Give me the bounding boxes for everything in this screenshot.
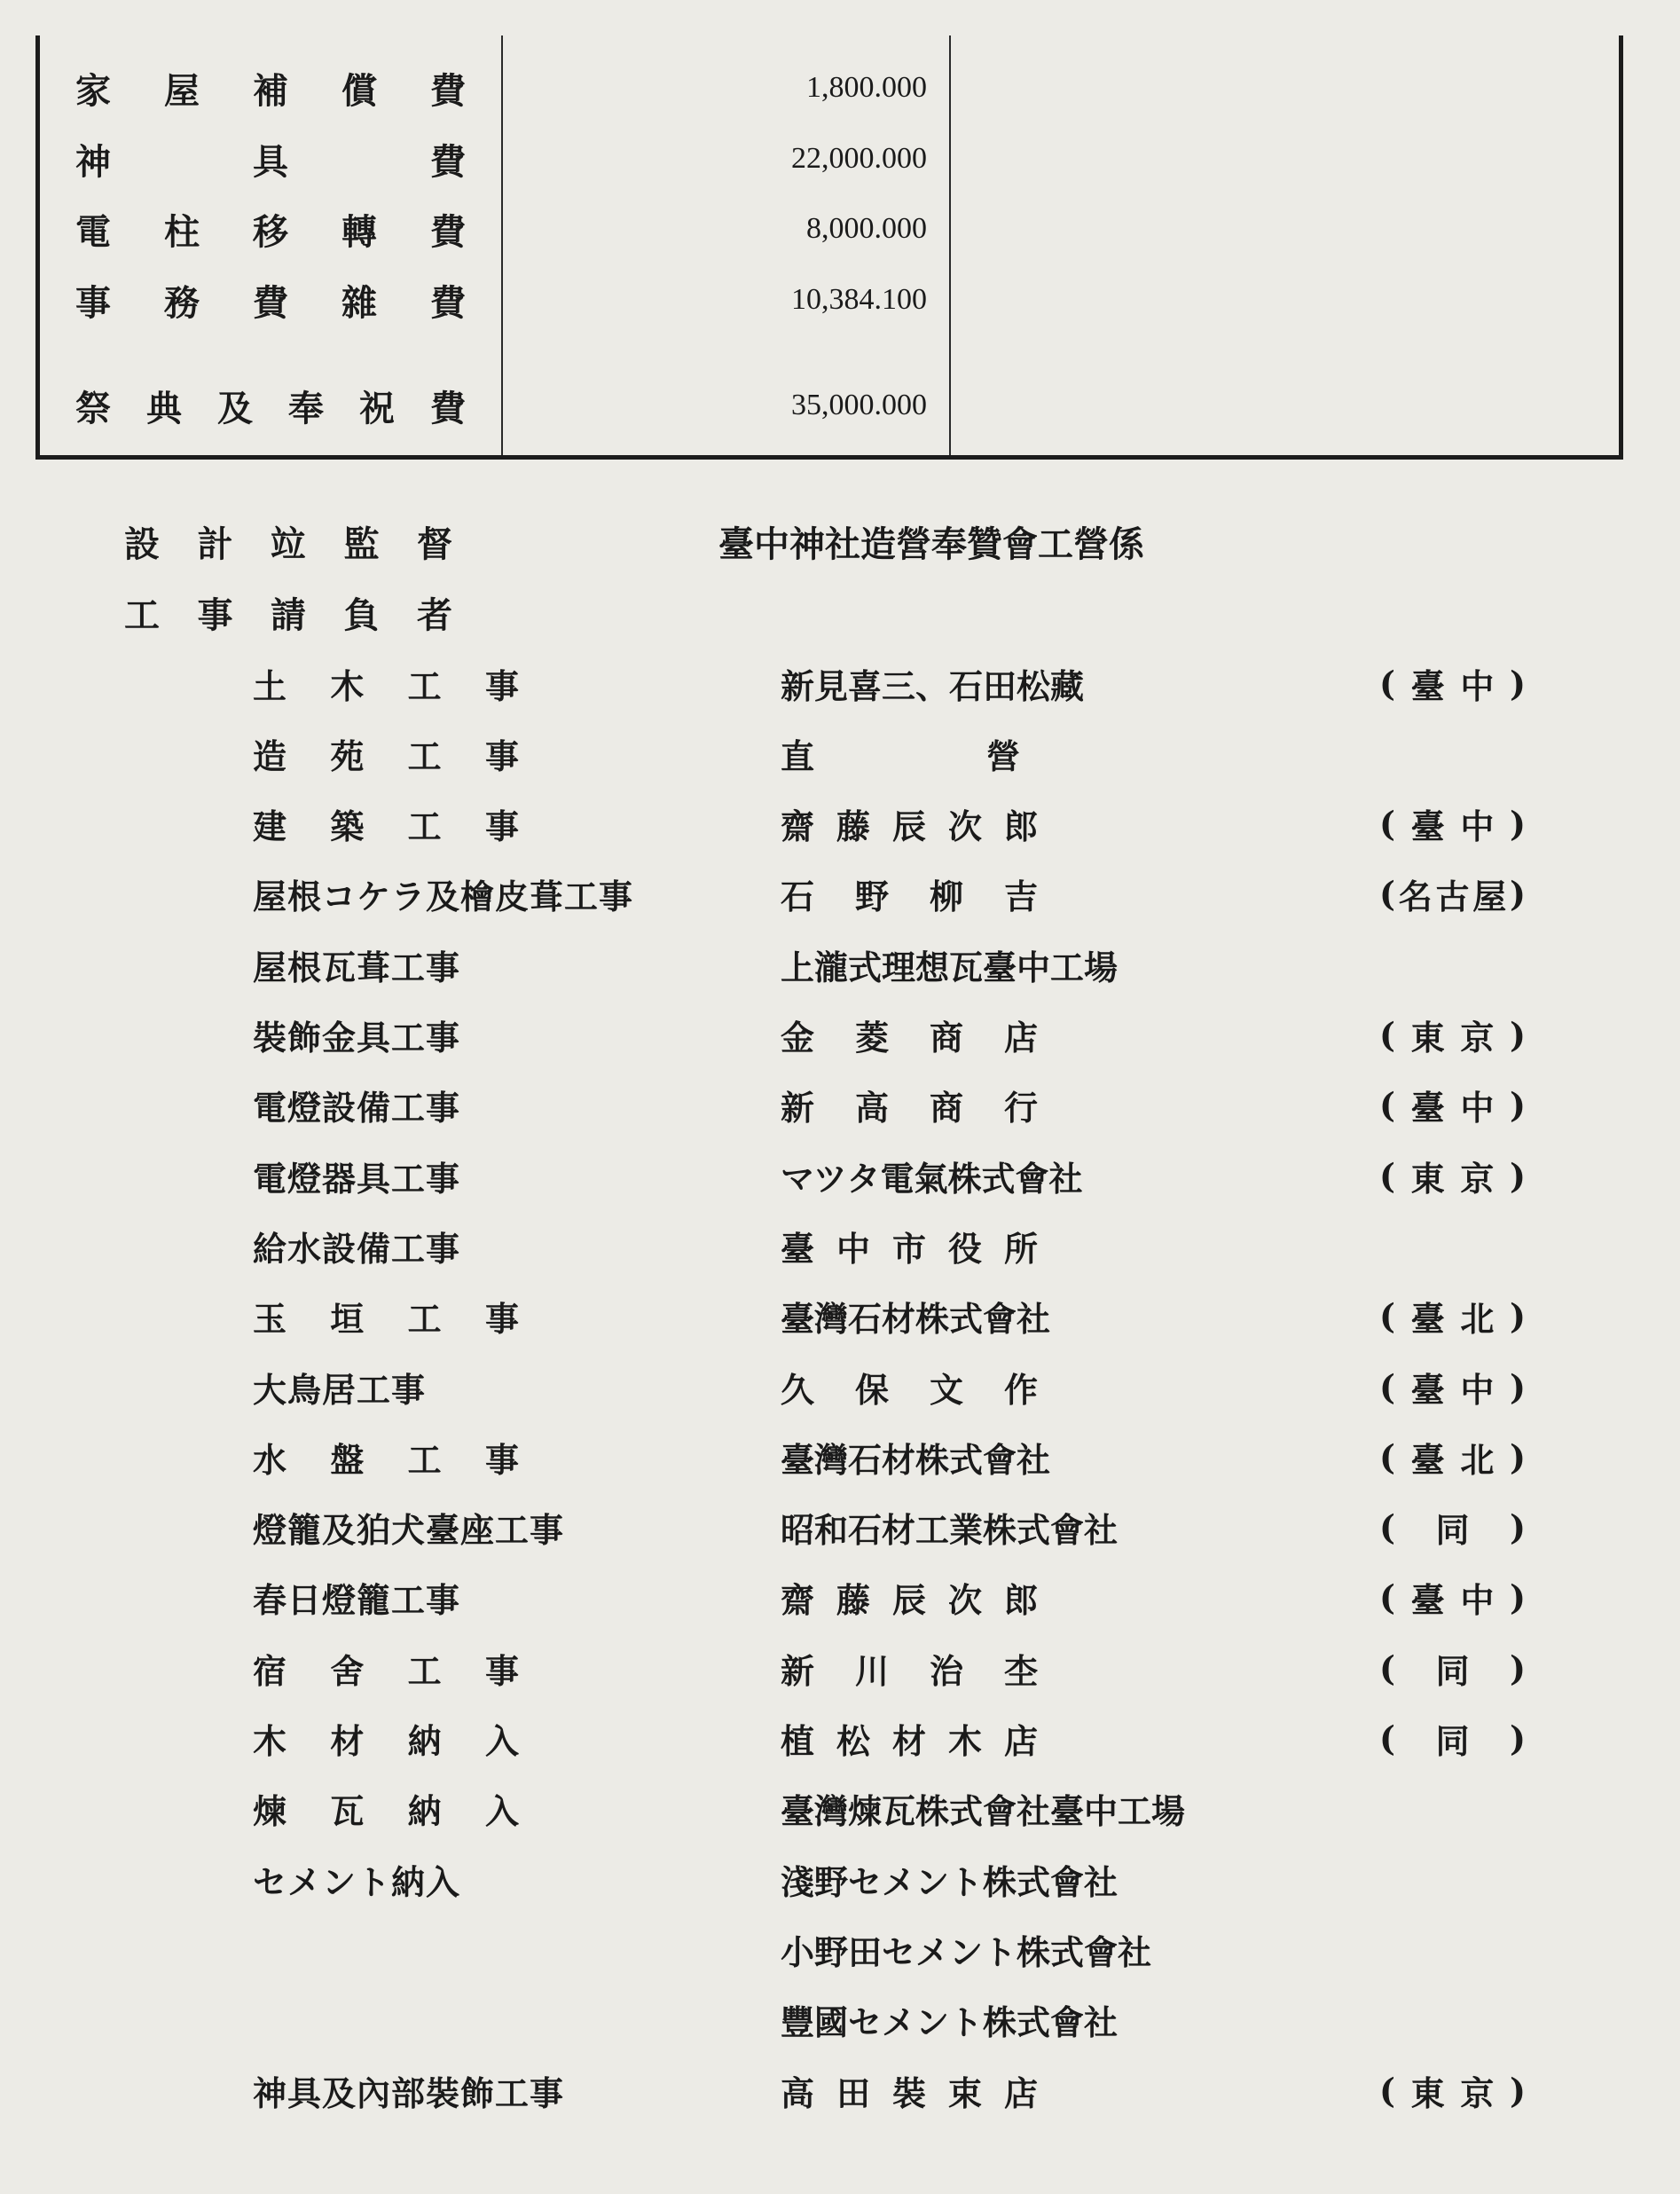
contractor-row xyxy=(0,2059,1680,2121)
contractor-row xyxy=(0,863,1680,925)
contractor-row xyxy=(0,1918,1680,1980)
contractor-name: 金 菱 商 店 xyxy=(781,1018,1038,1058)
contractor-location: ( 東 京 ) xyxy=(1379,1015,1526,1058)
contractor-row xyxy=(0,1215,1680,1277)
contractor-row xyxy=(0,1989,1680,2051)
work-category xyxy=(253,1918,519,1980)
work-category xyxy=(253,1989,519,2051)
work-category: 電燈器具工事 xyxy=(253,1158,461,1199)
contractor-name: 新 川 治 杢 xyxy=(781,1650,1038,1691)
contractor-name: 齋 藤 辰 次 郎 xyxy=(781,1580,1038,1621)
budget-table xyxy=(35,35,1623,460)
contractor-name: 植 松 材 木 店 xyxy=(781,1721,1038,1761)
contractor-name: 小野田セメント株式會社 xyxy=(781,1931,1152,1972)
contractor-location: ( 臺 北 ) xyxy=(1379,1296,1526,1340)
budget-value: 8,000.000 xyxy=(806,212,927,245)
contractor-row xyxy=(0,1286,1680,1348)
contractor-location xyxy=(1379,1778,1526,1840)
budget-label: 家 屋 補 償 費 xyxy=(75,69,466,112)
budget-row xyxy=(40,198,1619,260)
work-category: 神具及內部裝飾工事 xyxy=(253,2072,565,2113)
contractor-location: ( 臺 中 ) xyxy=(1379,804,1526,847)
work-category: 春日燈籠工事 xyxy=(253,1580,461,1621)
contractor-name: 臺灣煉瓦株式會社臺中工場 xyxy=(781,1791,1186,1832)
contractor-row xyxy=(0,1497,1680,1559)
contractor-name: マツタ電氣株式會社 xyxy=(781,1158,1083,1199)
budget-row xyxy=(40,269,1619,331)
budget-value: 10,384.100 xyxy=(791,283,927,316)
contractors-heading: 工 事 請 負 者 xyxy=(124,594,452,636)
contractor-name: 淺野セメント株式會社 xyxy=(781,1861,1119,1902)
contractor-row xyxy=(0,1848,1680,1910)
work-category: 水 盤 工 事 xyxy=(253,1439,519,1480)
contractor-row xyxy=(0,1144,1680,1207)
design-value: 臺中神社造營奉贊會工營係 xyxy=(718,523,1144,565)
contractor-row xyxy=(0,652,1680,714)
contractor-name: 上瀧式理想瓦臺中工場 xyxy=(781,947,1119,987)
contractor-location: ( 同 ) xyxy=(1379,1718,1526,1761)
contractor-location xyxy=(1379,1989,1526,2051)
contractor-row xyxy=(0,1356,1680,1418)
contractor-row xyxy=(0,1778,1680,1840)
contractor-location: ( 臺 中 ) xyxy=(1379,1577,1526,1621)
budget-value: 22,000.000 xyxy=(791,142,927,175)
budget-value: 1,800.000 xyxy=(806,71,927,104)
contractor-row xyxy=(0,1004,1680,1066)
budget-value: 35,000.000 xyxy=(791,389,927,421)
contractor-row xyxy=(0,793,1680,855)
contractor-location: ( 東 京 ) xyxy=(1379,1155,1526,1199)
budget-label: 電 柱 移 轉 費 xyxy=(75,210,466,253)
contractor-row xyxy=(0,1567,1680,1629)
work-category: 煉 瓦 納 入 xyxy=(253,1791,519,1832)
contractor-location xyxy=(1379,1918,1526,1980)
contractor-location: ( 同 ) xyxy=(1379,1647,1526,1691)
contractor-name: 久 保 文 作 xyxy=(781,1369,1038,1410)
contractor-row xyxy=(0,1074,1680,1136)
work-category: 電燈設備工事 xyxy=(253,1088,461,1128)
contractor-location: ( 名 古 屋 ) xyxy=(1379,874,1526,917)
work-category: 土 木 工 事 xyxy=(253,665,519,706)
contractor-row xyxy=(0,1426,1680,1488)
work-category: 建 築 工 事 xyxy=(253,806,519,847)
contractor-name: 臺 中 市 役 所 xyxy=(781,1228,1038,1269)
contractor-location xyxy=(1379,1215,1526,1277)
work-category: 玉 垣 工 事 xyxy=(253,1299,519,1340)
contractor-location xyxy=(1379,1848,1526,1910)
contractor-location xyxy=(1379,722,1526,784)
budget-label: 神 具 費 xyxy=(75,140,466,183)
contractor-name: 新 高 商 行 xyxy=(781,1088,1038,1128)
contractors-heading-row xyxy=(0,581,1680,643)
contractor-name: 新見喜三、石田松藏 xyxy=(781,665,1085,706)
work-category: 給水設備工事 xyxy=(253,1228,461,1269)
contractor-name: 臺灣石材株式會社 xyxy=(781,1439,1051,1480)
design-label: 設 計 竝 監 督 xyxy=(124,523,452,565)
work-category: 宿 舍 工 事 xyxy=(253,1650,519,1691)
work-category: 裝飾金具工事 xyxy=(253,1018,461,1058)
contractor-location: ( 同 ) xyxy=(1379,1507,1526,1551)
contractor-location: ( 臺 中 ) xyxy=(1379,663,1526,706)
contractor-name: 高 田 裝 束 店 xyxy=(781,2072,1038,2113)
contractor-name: 齋 藤 辰 次 郎 xyxy=(781,806,1038,847)
contractor-row xyxy=(0,933,1680,995)
work-category: 造 苑 工 事 xyxy=(253,735,519,776)
contractor-row xyxy=(0,1637,1680,1699)
work-category: 燈籠及狛犬臺座工事 xyxy=(253,1510,565,1551)
contractor-name: 直 營 xyxy=(781,735,1020,776)
contractor-location: ( 臺 北 ) xyxy=(1379,1436,1526,1480)
contractor-location: ( 臺 中 ) xyxy=(1379,1366,1526,1410)
work-category: 屋根瓦葺工事 xyxy=(253,947,461,987)
budget-row xyxy=(40,57,1619,119)
contractor-name: 昭和石材工業株式會社 xyxy=(781,1510,1119,1551)
budget-row xyxy=(40,374,1619,436)
contractor-row xyxy=(0,722,1680,784)
contractor-location: ( 臺 中 ) xyxy=(1379,1085,1526,1128)
budget-label: 事 務 費 雜 費 xyxy=(75,281,466,324)
budget-label: 祭 典 及 奉 祝 費 xyxy=(75,387,466,429)
contractor-row xyxy=(0,1708,1680,1770)
work-category: セメント納入 xyxy=(253,1861,461,1902)
design-row xyxy=(0,510,1680,572)
contractor-name: 豐國セメント株式會社 xyxy=(781,2002,1119,2043)
budget-row xyxy=(40,128,1619,190)
work-category: 屋根コケラ及檜皮葺工事 xyxy=(253,877,634,917)
contractor-location xyxy=(1379,933,1526,995)
contractor-name: 石 野 柳 吉 xyxy=(781,877,1038,917)
contractor-name: 臺灣石材株式會社 xyxy=(781,1299,1051,1340)
work-category: 木 材 納 入 xyxy=(253,1721,519,1761)
contractor-location: ( 東 京 ) xyxy=(1379,2070,1526,2113)
work-category: 大鳥居工事 xyxy=(253,1369,427,1410)
